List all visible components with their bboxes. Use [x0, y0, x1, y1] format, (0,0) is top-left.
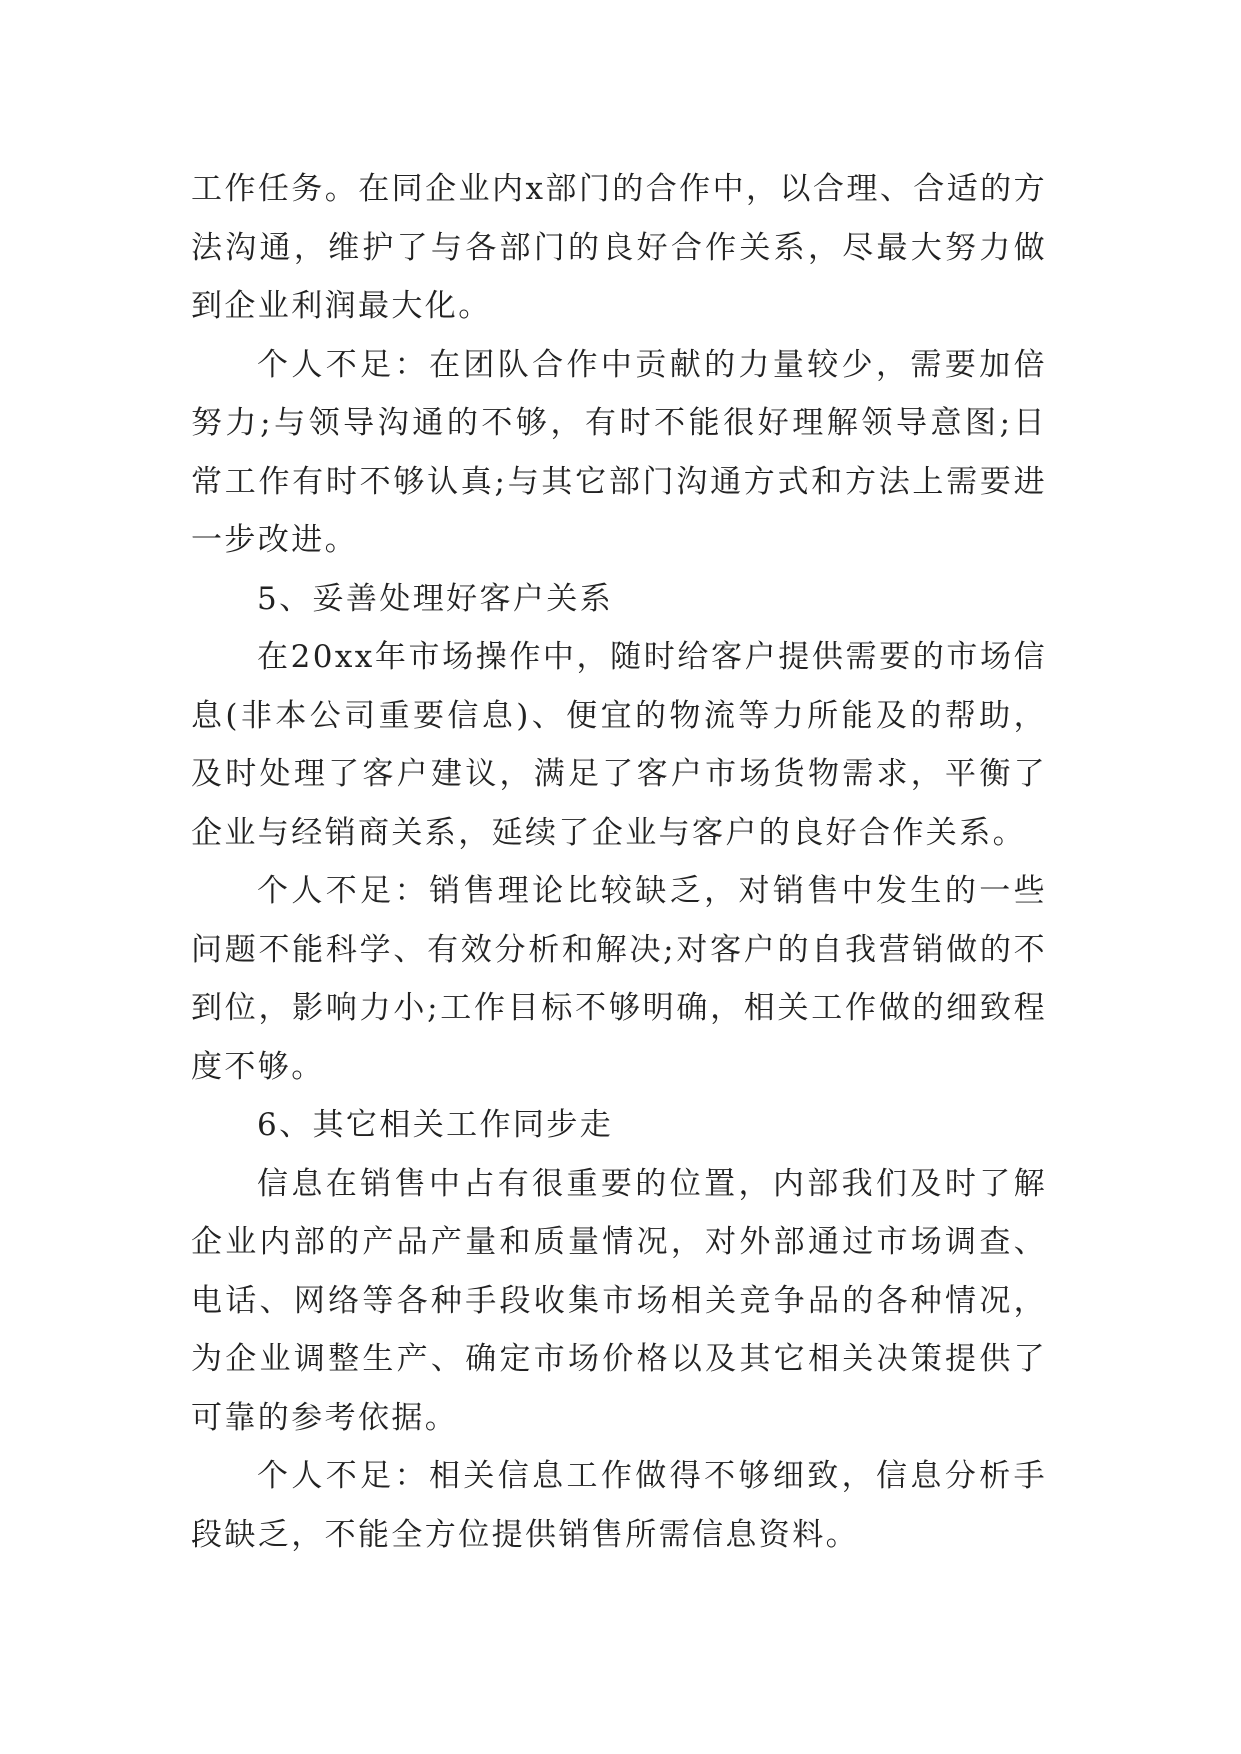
- section-heading-6: 6、其它相关工作同步走: [257, 1107, 614, 1143]
- paragraph-3: 在20xx年市场操作中，随时给客户提供需要的市场信息(非本公司重要信息)、便宜的物流等力所能及的帮助，及时处理了客户建议，满足了客户市场货物需求，平衡了企业与经销商关系，延续了企业与客户的良好合作关系。: [191, 639, 1047, 851]
- paragraph-6: 个人不足：相关信息工作做得不够细致，信息分析手段缺乏，不能全方位提供销售所需信息资料。: [191, 1458, 1047, 1553]
- document-body: [191, 160, 1047, 1564]
- paragraph-1: 工作任务。在同企业内x部门的合作中，以合理、合适的方法沟通，维护了与各部门的良好合作关系，尽最大努力做到企业利润最大化。: [191, 171, 1047, 324]
- paragraph-4: 个人不足：销售理论比较缺乏，对销售中发生的一些问题不能科学、有效分析和解决;对客户的自我营销做的不到位，影响力小;工作目标不够明确，相关工作做的细致程度不够。: [191, 873, 1047, 1085]
- section-heading-5: 5、妥善处理好客户关系: [257, 580, 614, 617]
- paragraph-2: 个人不足：在团队合作中贡献的力量较少，需要加倍努力;与领导沟通的不够，有时不能很好理解领导意图;日常工作有时不够认真;与其它部门沟通方式和方法上需要进一步改进。: [191, 346, 1047, 558]
- paragraph-5: 信息在销售中占有很重要的位置，内部我们及时了解企业内部的产品产量和质量情况，对外部通过市场调查、电话、网络等各种手段收集市场相关竞争品的各种情况，为企业调整生产、确定市场价格以及其它相关决策提供了可靠的参考依据。: [191, 1165, 1047, 1436]
